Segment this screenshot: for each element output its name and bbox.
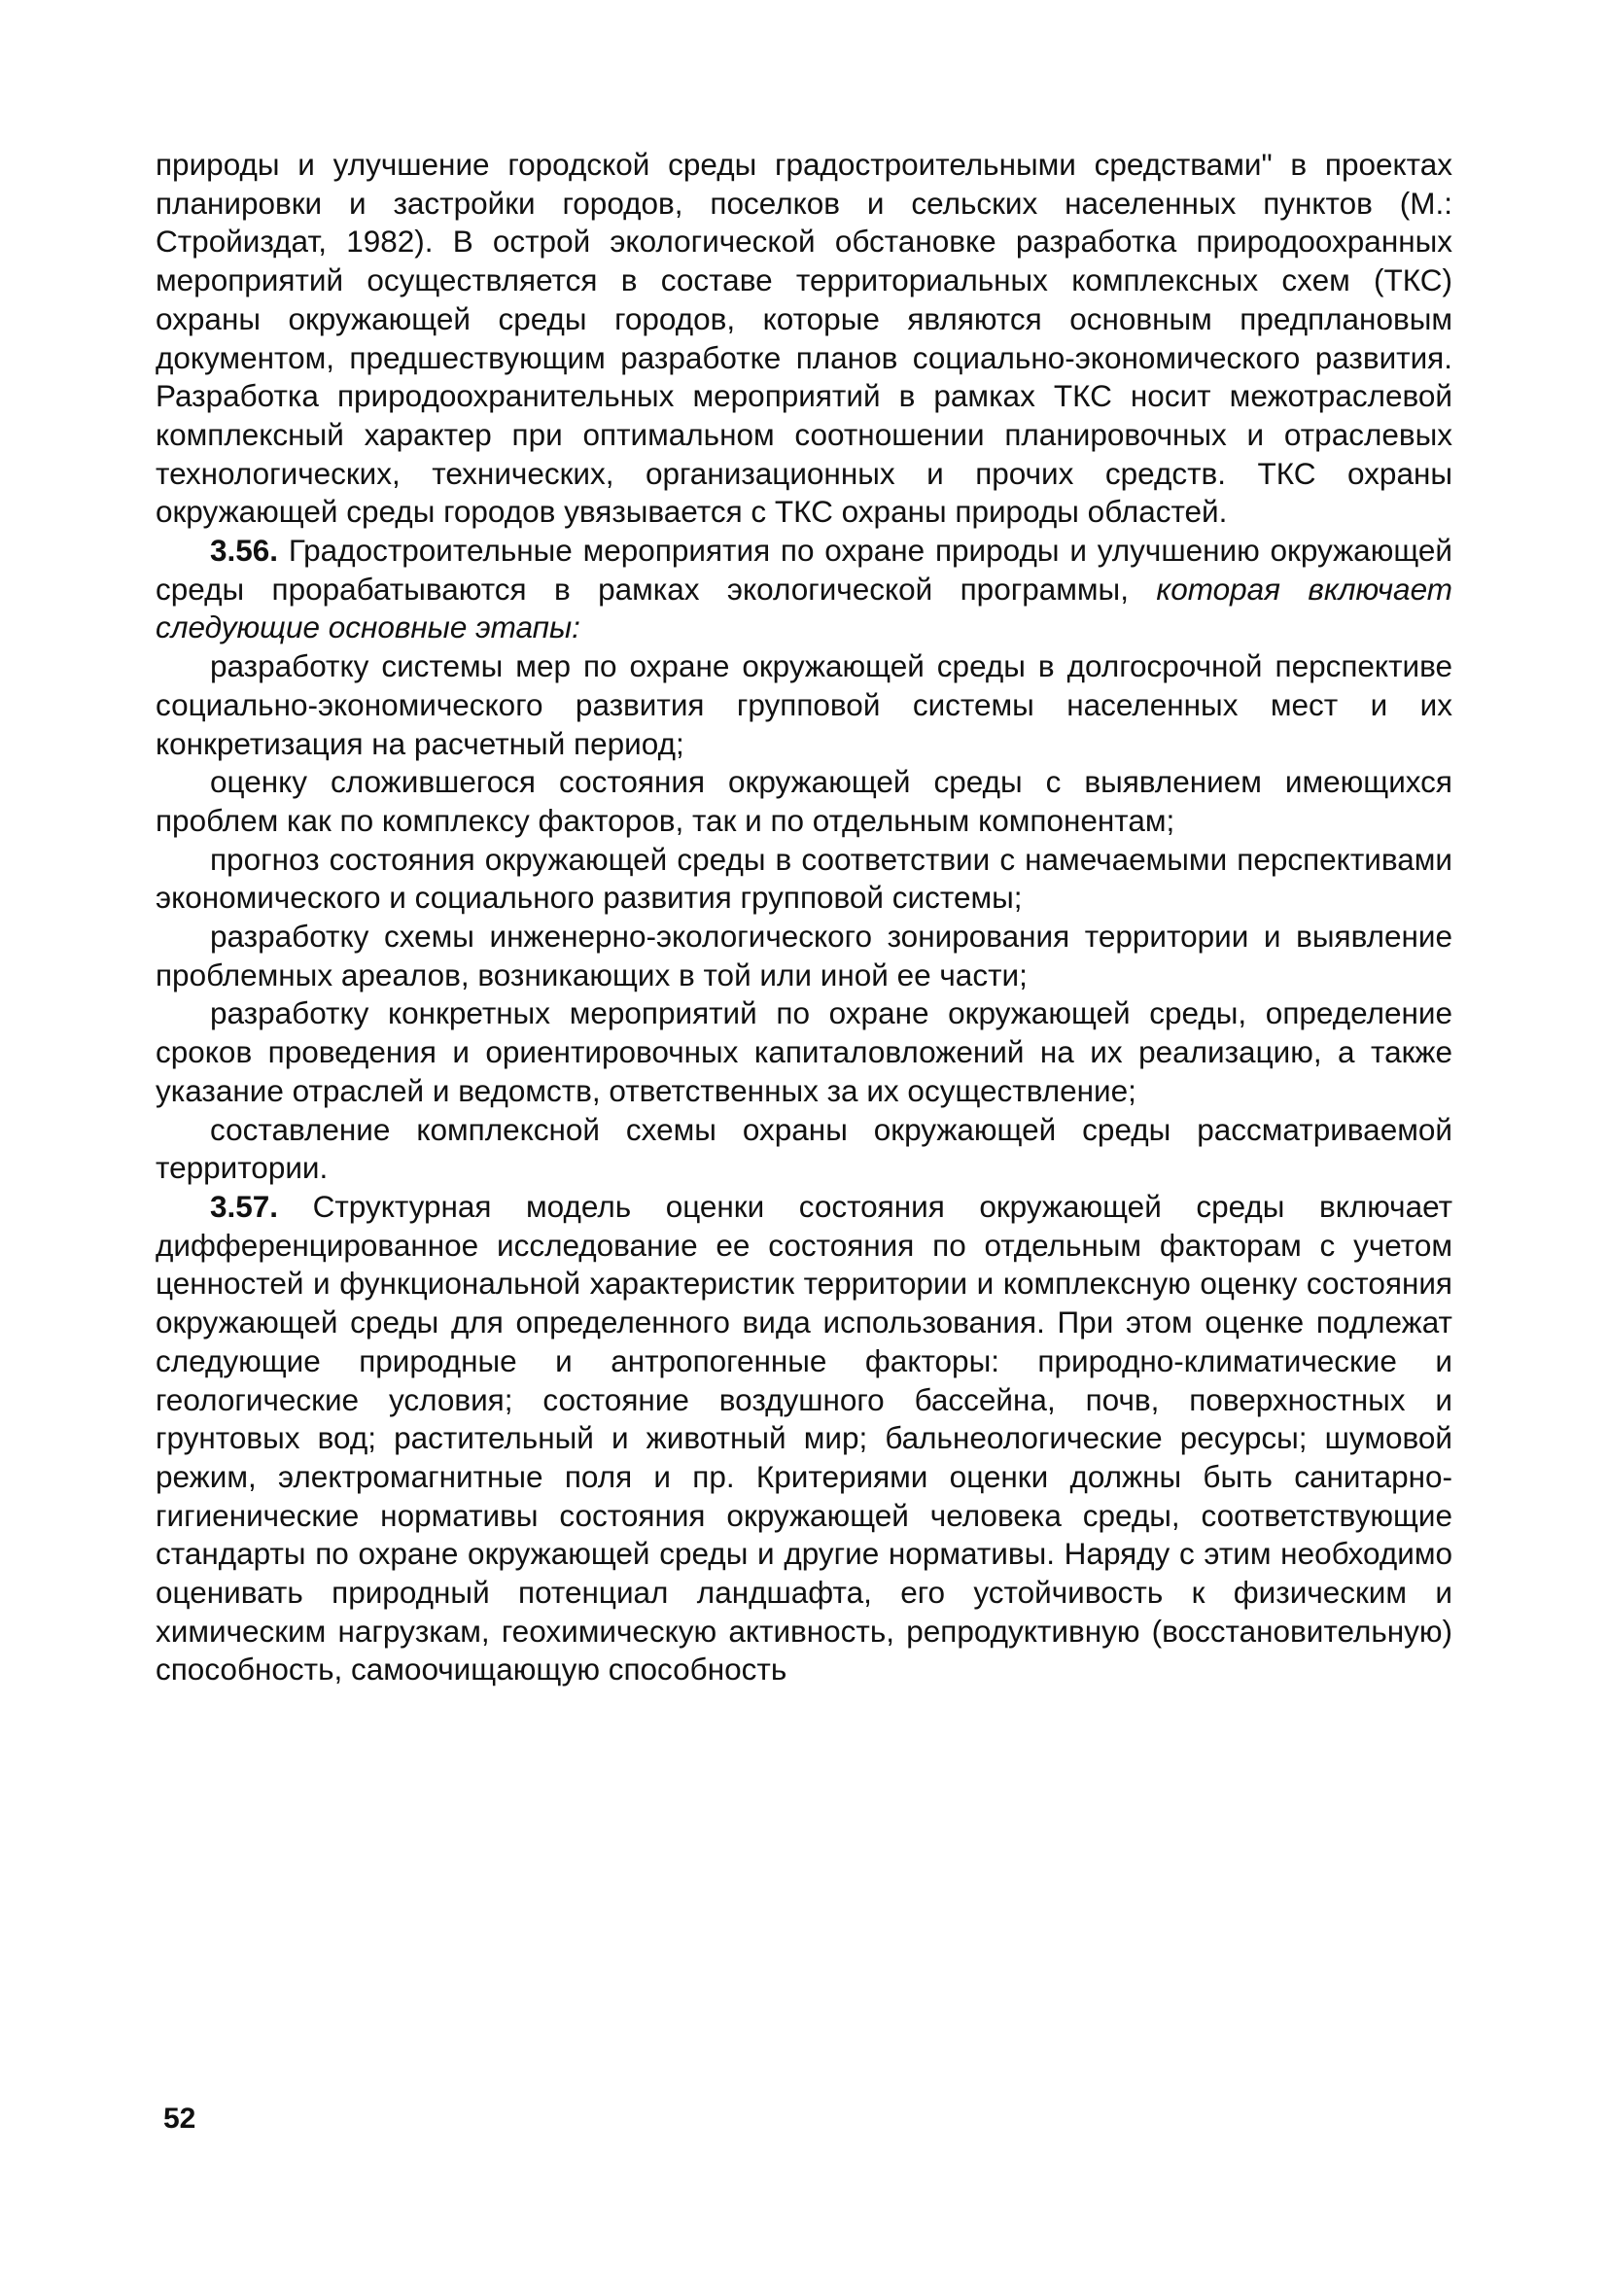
list-item: составление комплексной схемы охраны окружающей среды рассматриваемой территории. — [156, 1111, 1452, 1186]
paragraph-continuation: природы и улучшение городской среды градостроительными средствами" в проектах планировки и застройки городов, поселков и сельских населенных пунктов (М.: Стройиздат, 1982). В острой экологической обстановке разработка природоохранных мероприятий осуществляется в составе территориальных комплексных схем (ТКС) охраны окружающей среды городов, которые являются основным предплановым документом, предшествующим разработке планов социально-экономического развития. Разработка природоохранительных мероприятий в рамках ТКС носит межотраслевой комплексный характер при оптимальном соотношении планировочных и отраслевых технологических, технических, организационных и прочих средств. ТКС охраны окружающей среды городов увязывается с ТКС охраны природы областей. — [156, 147, 1452, 530]
section-text-italic: которая включает следующие основные этапы: — [156, 571, 1452, 645]
body-text — [156, 146, 1452, 1689]
section-text: Структурная модель оценки состояния окружающей среды включает дифференцированное исследование ее состояния по отдельным факторам с учетом ценностей и функциональной характеристик территории и комплексную оценку состояния окружающей среды для определенного вида использования. При этом оценке подлежат следующие природные и антропогенные факторы: природно-климатические и геологические условия; состояние воздушного бассейна, почв, поверхностных и грунтовых вод; растительный и животный мир; бальнеологические ресурсы; шумовой режим, электромагнитные поля и пр. Критериями оценки должны быть санитарно-гигиенические нормативы состояния окружающей человека среды, соответствующие стандарты по охране окружающей среды и другие нормативы. Наряду с этим необходимо оценивать природный потенциал ландшафта, его устойчивость к физическим и химическим нагрузкам, геохимическую активность, репродуктивную (восстановительную) способность, самоочищающую способность — [156, 1188, 1452, 1687]
list-item: оценку сложившегося состояния окружающей среды с выявлением имеющихся проблем как по комплексу факторов, так и по отдельным компонентам; — [156, 764, 1452, 838]
section-number: 3.56. — [210, 533, 279, 569]
list-item: разработку конкретных мероприятий по охране окружающей среды, определение сроков проведения и ориентировочных капиталовложений на их реализацию, а также указание отраслей и ведомств, ответственных за их осуществление; — [156, 995, 1452, 1108]
section-3-57 — [156, 1188, 1452, 1689]
section-number: 3.57. — [210, 1188, 279, 1224]
section-text: Градостроительные мероприятия по охране природы и улучшению окружающей среды прорабатываются в рамках экологической программы, — [156, 533, 1452, 607]
list-item: разработку схемы инженерно-экологического зонирования территории и выявление проблемных ареалов, возникающих в той или иной ее части; — [156, 919, 1452, 992]
section-3-56 — [156, 532, 1452, 647]
list-item: прогноз состояния окружающей среды в соответствии с намечаемыми перспективами экономического и социального развития групповой системы; — [156, 841, 1452, 916]
list-item: разработку системы мер по охране окружающей среды в долгосрочной перспективе социально-экономического развития групповой системы населенных мест и их конкретизация на расчетный период; — [156, 648, 1452, 761]
page-number: 52 — [163, 2103, 196, 2135]
